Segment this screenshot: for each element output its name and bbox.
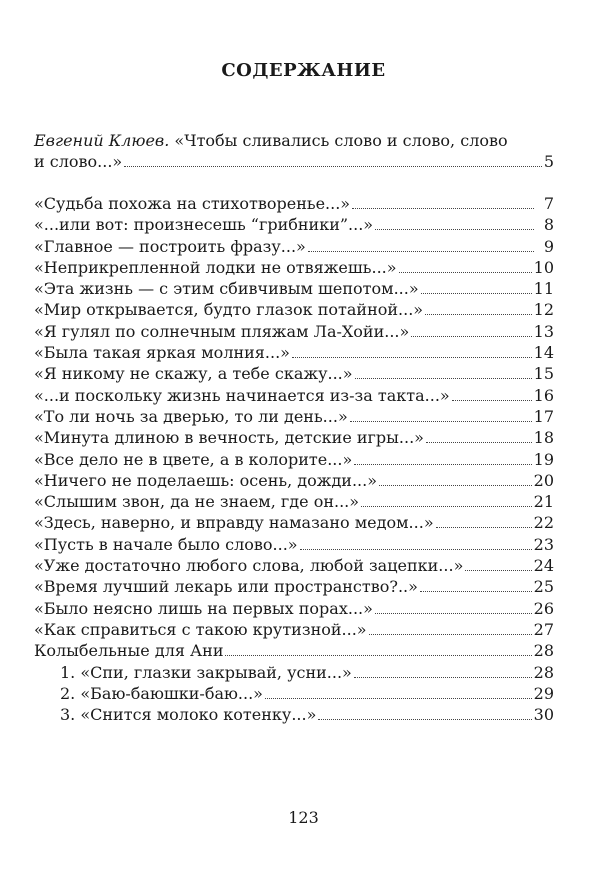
entry-title: «Как справиться с такою крутизной...» — [34, 619, 367, 639]
entry-title: «Была такая яркая молния...» — [34, 343, 290, 363]
dot-leader — [399, 272, 532, 273]
dot-leader — [426, 442, 532, 443]
entry-page-number: 13 — [533, 321, 554, 341]
toc-entry — [34, 640, 554, 661]
entry-title: «Я гулял по солнечным пляжам Ла-Хойи...» — [34, 321, 410, 341]
toc-entry — [34, 449, 554, 470]
toc-entry — [34, 619, 554, 640]
dot-leader — [318, 719, 531, 720]
entry-title: «Эта жизнь — с этим сбивчивым шепотом...» — [34, 279, 419, 299]
entry-page-number: 23 — [533, 534, 554, 554]
toc-intro-entry — [34, 130, 554, 172]
toc-entry — [34, 257, 554, 278]
intro-title-line1: «Чтобы сливались слово и слово, слово — [174, 131, 508, 150]
dot-leader — [354, 677, 532, 678]
entry-page-number: 16 — [533, 385, 554, 405]
toc-entry — [34, 278, 554, 299]
entry-title: «Я никому не скажу, а тебе скажу...» — [34, 364, 353, 384]
toc-entry — [34, 470, 554, 491]
entry-title: «Было неясно лишь на первых порах...» — [34, 598, 373, 618]
entry-page-number: 15 — [533, 364, 554, 384]
dot-leader — [425, 314, 532, 315]
entry-page-number: 17 — [533, 406, 554, 426]
entry-title: Колыбельные для Ани — [34, 641, 224, 661]
dot-leader — [292, 357, 532, 358]
entry-page-number: 26 — [533, 598, 554, 618]
entry-page-number: 27 — [533, 619, 554, 639]
entry-page-number: 9 — [543, 236, 554, 256]
entry-page-number: 18 — [533, 428, 554, 448]
page-title: СОДЕРЖАНИЕ — [221, 60, 386, 81]
dot-leader — [308, 251, 534, 252]
dot-leader — [352, 208, 534, 209]
dot-leader — [452, 400, 532, 401]
entry-title: «Пусть в начале было слово...» — [34, 534, 298, 554]
dot-leader — [350, 421, 532, 422]
dot-leader — [436, 527, 532, 528]
entry-page-number: 28 — [533, 641, 554, 661]
toc-entry — [34, 363, 554, 384]
toc-subentry — [34, 662, 554, 683]
dot-leader — [355, 378, 532, 379]
entry-title: «Неприкрепленной лодки не отвяжешь...» — [34, 257, 397, 277]
toc-entry — [34, 555, 554, 576]
toc-entry — [34, 214, 554, 235]
toc-entry — [34, 512, 554, 533]
intro-title-line2: и слово...» — [34, 152, 123, 171]
dot-leader — [369, 634, 532, 635]
toc-entry — [34, 427, 554, 448]
entry-title: «Судьба похожа на стихотворенье...» — [34, 194, 351, 213]
entry-title: «Здесь, наверно, и вправду намазано медом...» — [34, 513, 434, 533]
toc-entry — [34, 385, 554, 406]
entry-title: «Мир открывается, будто глазок потайной...» — [34, 300, 424, 320]
dot-leader — [379, 485, 532, 486]
entry-title: «Ничего не поделаешь: осень, дожди...» — [34, 470, 377, 490]
entry-title: «Минута длиною в вечность, детские игры...» — [34, 428, 424, 448]
entry-title: «Время лучший лекарь или пространство?..» — [34, 577, 418, 597]
toc-entry — [34, 321, 554, 342]
dot-leader — [225, 655, 531, 656]
entry-title: «...и поскольку жизнь начинается из-за такта...» — [34, 385, 450, 405]
dot-leader — [265, 698, 532, 699]
intro-author: Евгений Клюев. — [34, 131, 170, 150]
intro-page-number: 5 — [543, 152, 554, 171]
entry-title: «Уже достаточно любого слова, любой зацепки...» — [34, 556, 464, 576]
toc-entry — [34, 491, 554, 512]
toc-entry — [34, 299, 554, 320]
toc-subentry — [34, 683, 554, 704]
dot-leader — [421, 293, 532, 294]
entry-page-number: 8 — [543, 215, 554, 235]
toc-entry — [34, 406, 554, 427]
toc-entry-list — [34, 193, 554, 662]
toc-entry — [34, 342, 554, 363]
dot-leader — [420, 591, 532, 592]
entry-title: «...или вот: произнесешь “грибники”...» — [34, 215, 374, 235]
entry-page-number: 30 — [533, 705, 554, 725]
entry-page-number: 21 — [533, 492, 554, 512]
table-of-contents — [34, 130, 554, 725]
entry-page-number: 22 — [533, 513, 554, 533]
entry-title: «То ли ночь за дверью, то ли день...» — [34, 406, 348, 426]
entry-page-number: 24 — [533, 556, 554, 576]
dot-leader — [375, 229, 534, 230]
dot-leader — [411, 336, 531, 337]
entry-title: «Главное — построить фразу...» — [34, 236, 306, 256]
entry-page-number: 7 — [543, 194, 554, 213]
entry-page-number: 25 — [533, 577, 554, 597]
toc-entry — [34, 236, 554, 257]
entry-title: 3. «Снится молоко котенку...» — [60, 705, 317, 725]
entry-page-number: 10 — [533, 257, 554, 277]
dot-leader — [361, 506, 532, 507]
toc-entry — [34, 576, 554, 597]
dot-leader — [465, 570, 531, 571]
entry-page-number: 11 — [533, 279, 554, 299]
entry-title: «Слышим звон, да не знаем, где он...» — [34, 492, 360, 512]
toc-entry — [34, 193, 554, 214]
toc-entry — [34, 598, 554, 619]
dot-leader — [124, 166, 542, 167]
entry-page-number: 12 — [533, 300, 554, 320]
dot-leader — [375, 613, 532, 614]
entry-page-number: 14 — [533, 343, 554, 363]
entry-page-number: 20 — [533, 470, 554, 490]
dot-leader — [354, 464, 531, 465]
toc-subentry-list — [34, 662, 554, 726]
dot-leader — [300, 549, 532, 550]
entry-title: «Все дело не в цвете, а в колорите...» — [34, 449, 353, 469]
entry-page-number: 28 — [533, 662, 554, 682]
entry-page-number: 19 — [533, 449, 554, 469]
toc-entry — [34, 534, 554, 555]
toc-subentry — [34, 704, 554, 725]
entry-page-number: 29 — [533, 683, 554, 703]
entry-title: 1. «Спи, глазки закрывай, усни...» — [60, 662, 352, 682]
page-number: 123 — [288, 808, 319, 827]
entry-title: 2. «Баю-баюшки-баю...» — [60, 683, 263, 703]
